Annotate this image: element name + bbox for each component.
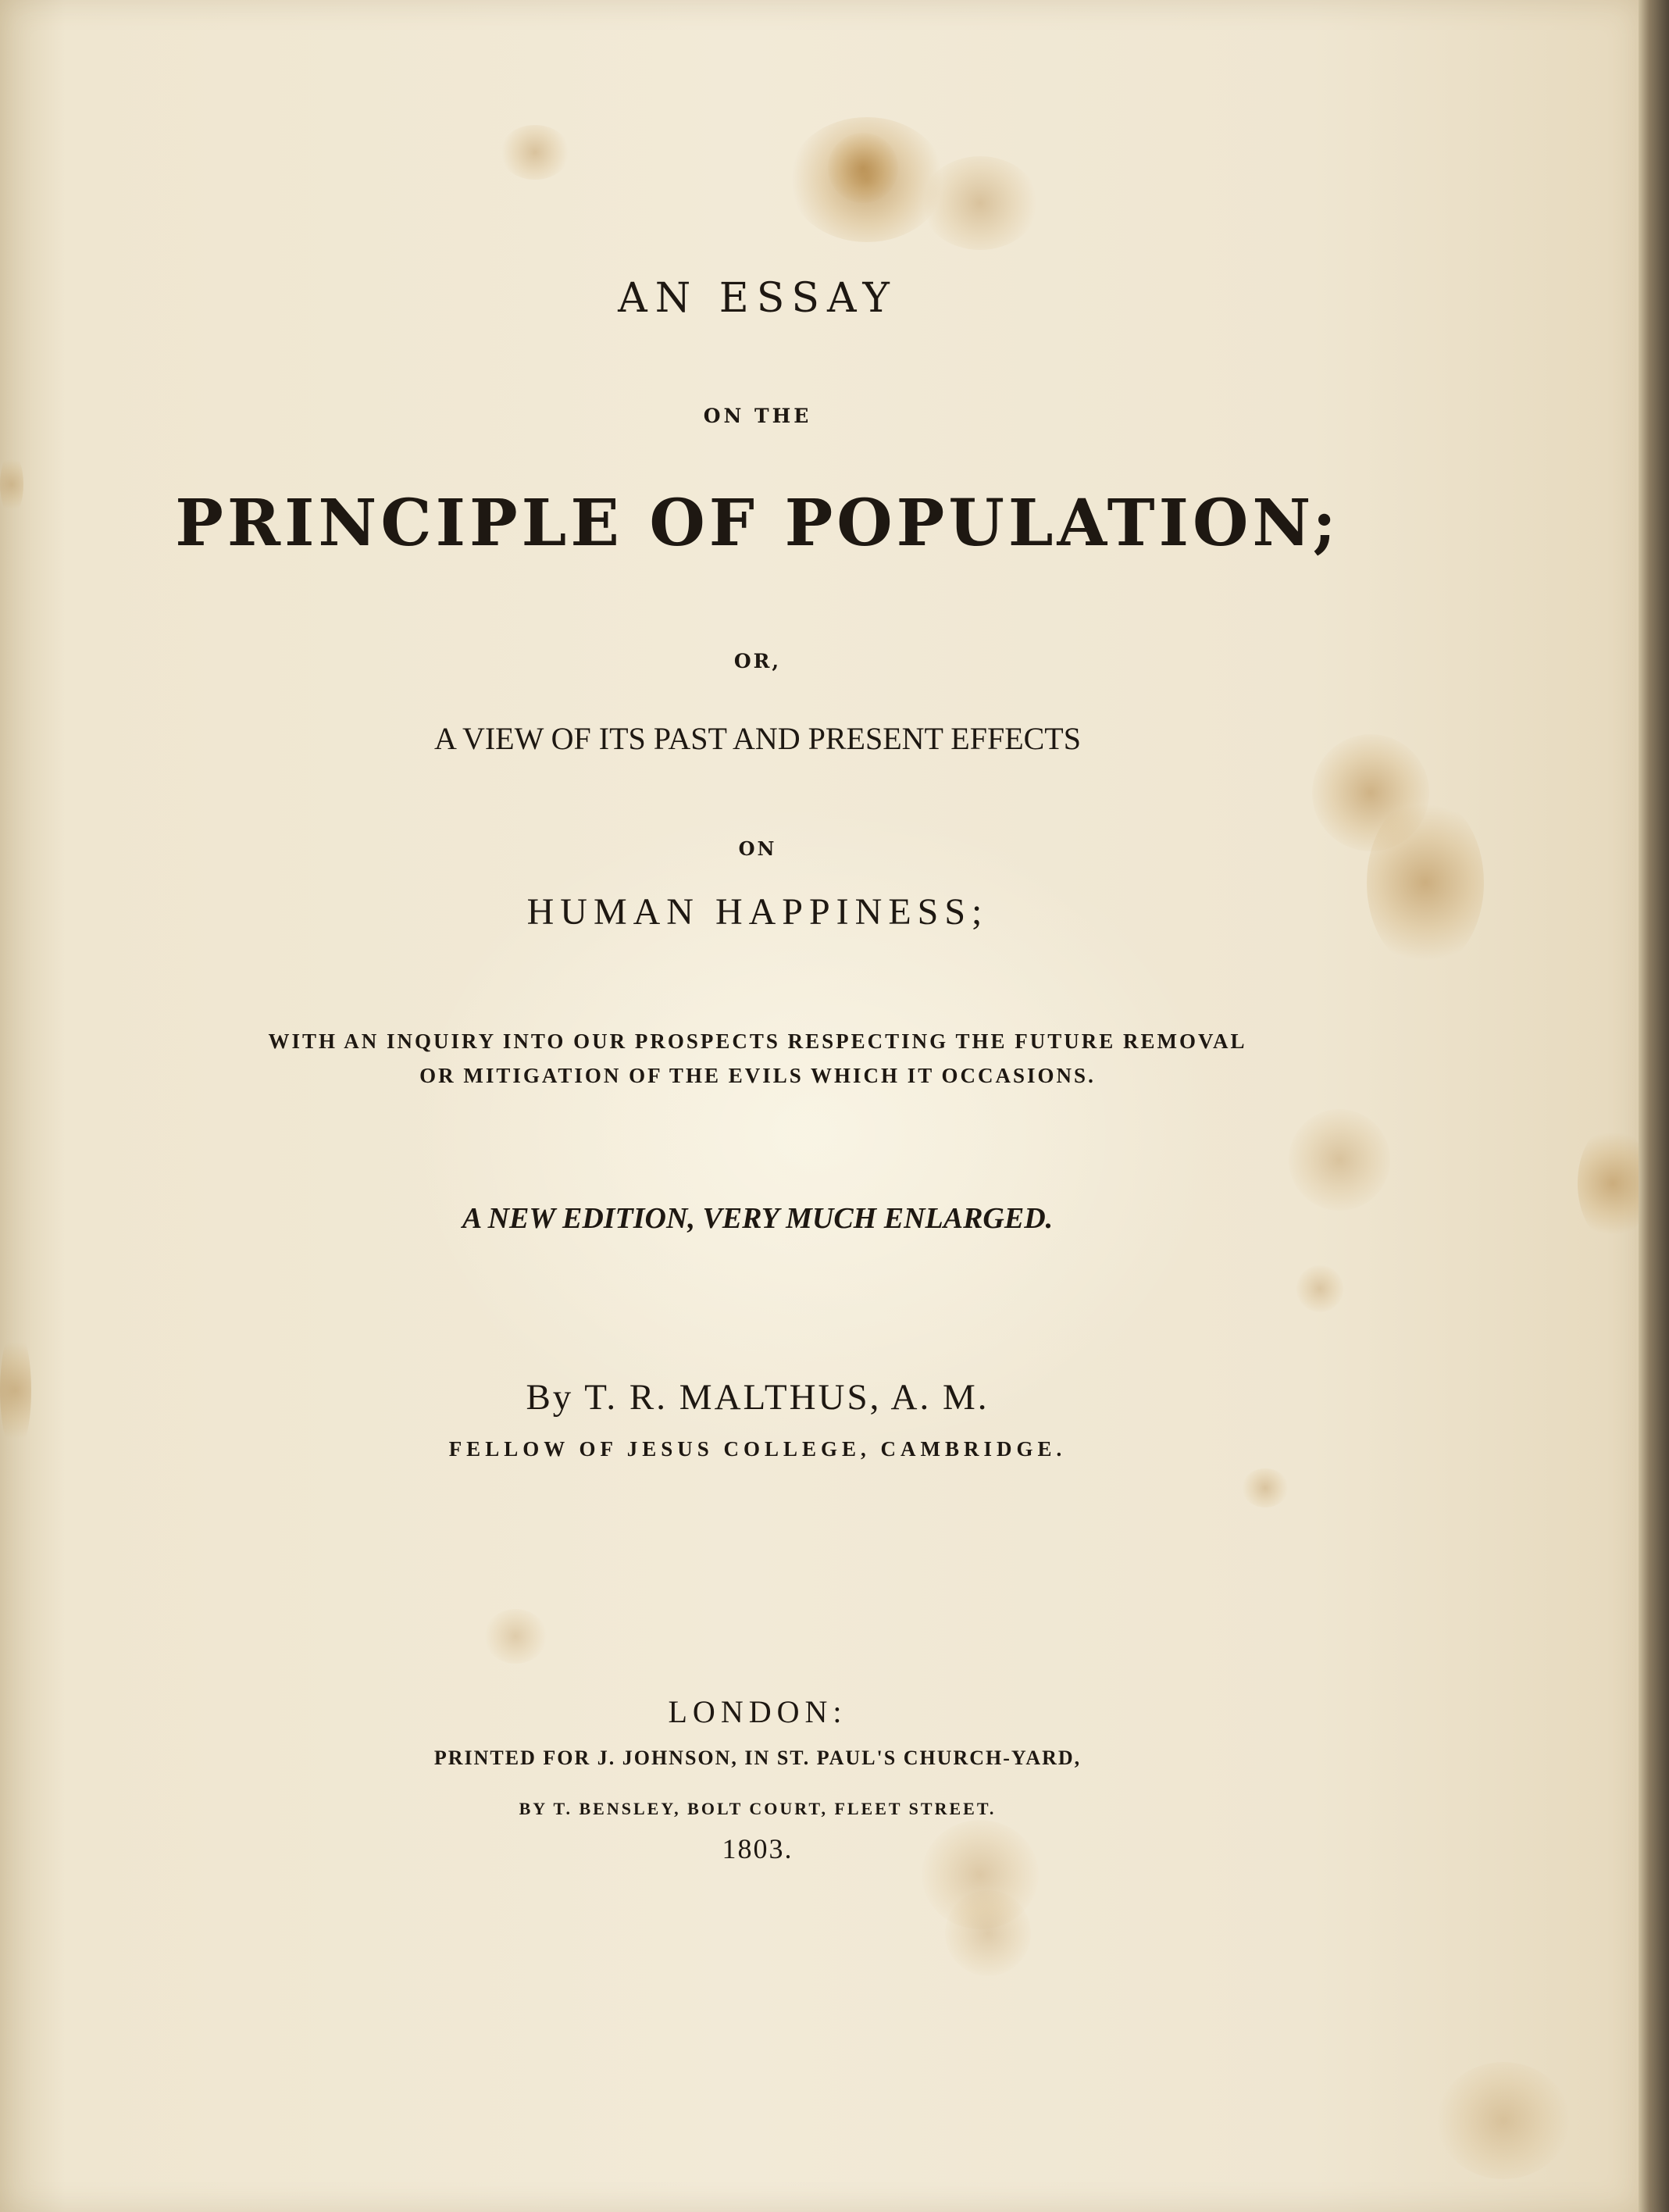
foxing-stain: [945, 1890, 1031, 1976]
foxing-stain: [484, 1609, 547, 1664]
affiliation: FELLOW OF JESUS COLLEGE, CAMBRIDGE.: [448, 1437, 1067, 1461]
foxing-stain: [1296, 1265, 1343, 1312]
on-the-label: ON THE: [703, 405, 812, 427]
edition-note: A NEW EDITION, VERY MUCH ENLARGED.: [462, 1202, 1054, 1235]
foxing-stain: [1242, 1468, 1289, 1507]
foxing-stain: [1578, 1125, 1639, 1242]
foxing-stain: [1367, 797, 1484, 969]
author: By T. R. MALTHUS, A. M.: [526, 1377, 990, 1418]
book-edge: [1639, 0, 1669, 2212]
imprint-publisher: PRINTED FOR J. JOHNSON, IN ST. PAUL'S CHURCH-YARD,: [433, 1746, 1082, 1769]
foxing-stain: [1437, 2062, 1570, 2179]
subject: HUMAN HAPPINESS;: [526, 891, 989, 933]
imprint-printer: BY T. BENSLEY, BOLT COURT, FLEET STREET.: [519, 1799, 997, 1818]
on-label: ON: [738, 837, 777, 860]
imprint-year: 1803.: [722, 1833, 793, 1864]
or-label: OR,: [733, 650, 782, 673]
foxing-stain: [500, 125, 570, 180]
foxing-stain: [828, 133, 898, 203]
foxing-stain: [1289, 1109, 1390, 1211]
inquiry-line-2: OR MITIGATION OF THE EVILS WHICH IT OCCASIONS.: [419, 1064, 1096, 1087]
foxing-stain: [922, 156, 1039, 250]
subtitle: A VIEW OF ITS PAST AND PRESENT EFFECTS: [434, 721, 1081, 756]
main-title: PRINCIPLE OF POPULATION;: [175, 486, 1340, 561]
imprint-place: LONDON:: [668, 1694, 847, 1729]
title-top: AN ESSAY: [618, 275, 897, 322]
inquiry-line-1: WITH AN INQUIRY INTO OUR PROSPECTS RESPECTING THE FUTURE REMOVAL: [268, 1029, 1247, 1053]
